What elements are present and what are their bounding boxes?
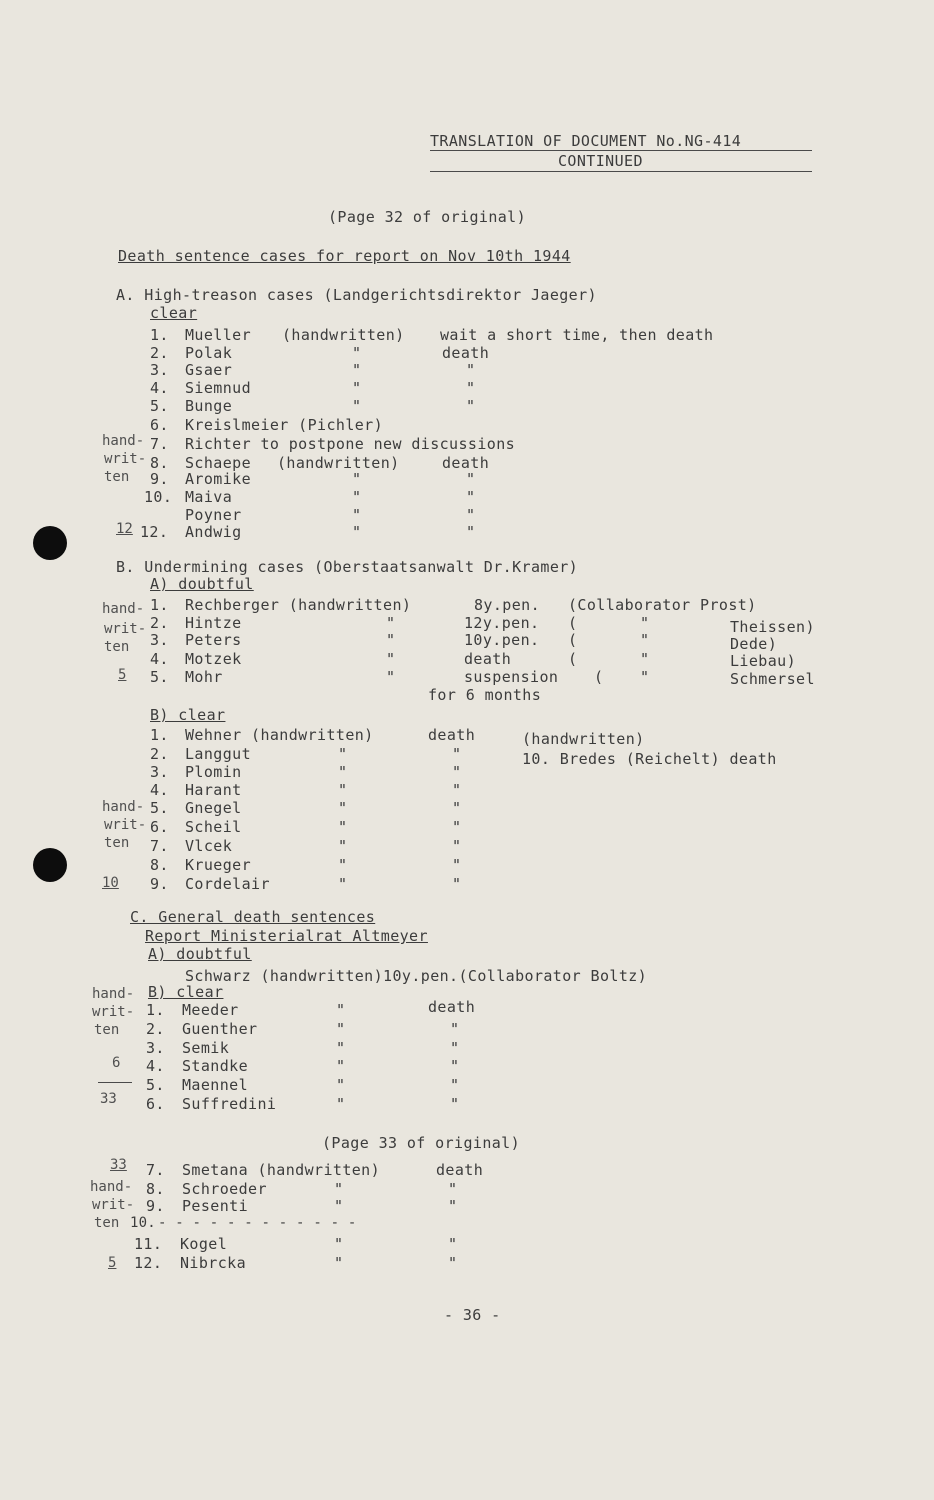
ditto-mark: "	[334, 1180, 344, 1198]
list-number: 3.	[150, 631, 169, 649]
list-number: 12.	[134, 1254, 163, 1272]
defendant-name: Bunge	[185, 397, 233, 415]
list-number: 1.	[146, 1001, 165, 1019]
result: death	[428, 726, 476, 744]
document-title: TRANSLATION OF DOCUMENT No.NG-414	[430, 132, 742, 150]
list-number: 1.	[150, 596, 169, 614]
ditto-mark: "	[466, 488, 476, 506]
defendant-name: Kreislmeier (Pichler)	[185, 416, 384, 434]
defendant-name: Meeder	[182, 1001, 239, 1019]
ditto-mark: "	[338, 763, 348, 781]
section-c-count: 6	[112, 1055, 121, 1071]
margin-handwritten-label: hand-	[102, 433, 145, 449]
list-number: 3.	[150, 763, 169, 781]
sentence: 12y.pen.	[464, 614, 540, 632]
defendant-name: Andwig	[185, 523, 242, 541]
ditto-mark: "	[466, 361, 476, 379]
list-number: 9.	[150, 470, 169, 488]
ditto-mark: "	[334, 1197, 344, 1215]
ditto-mark: "	[386, 631, 396, 649]
list-number: 10.	[144, 488, 173, 506]
ditto-mark: "	[352, 397, 362, 415]
ditto-mark: "	[386, 668, 396, 686]
list-number: 7.	[146, 1161, 165, 1179]
defendant-name: Standke	[182, 1057, 249, 1075]
ditto-mark: "	[336, 1020, 346, 1038]
ditto-mark: "	[352, 506, 362, 524]
list-number: 5.	[150, 668, 169, 686]
list-number: 7.	[150, 435, 169, 453]
list-number: 2.	[150, 745, 169, 763]
defendant-name: Guenther	[182, 1020, 258, 1038]
section-a-sub: clear	[150, 304, 198, 322]
ditto-mark: "	[640, 650, 650, 668]
section-b-sub-a: A) doubtful	[150, 575, 254, 593]
ditto-mark: "	[640, 614, 650, 632]
paren: (	[594, 668, 604, 686]
list-number: 3.	[150, 361, 169, 379]
margin-handwritten-label: ten	[104, 835, 130, 851]
ditto-mark: "	[466, 523, 476, 541]
list-number: 6.	[146, 1095, 165, 1113]
margin-handwritten-label: writ-	[104, 621, 147, 637]
defendant-name: Hintze	[185, 614, 242, 632]
list-number: 2.	[150, 614, 169, 632]
list-number: 4.	[146, 1057, 165, 1075]
section-a-heading: A. High-treason cases (Landgerichtsdirektor Jaeger)	[116, 286, 597, 304]
list-number: 5.	[146, 1076, 165, 1094]
section-b-doubtful-count: 5	[118, 667, 127, 683]
section-c-sub-b: B) clear	[148, 983, 224, 1001]
defendant-name: Schaepe	[185, 454, 252, 472]
ditto-mark: "	[352, 470, 362, 488]
suspension-note: for 6 months	[428, 686, 542, 704]
defendant-name: Langgut	[185, 745, 252, 763]
margin-handwritten-label: writ-	[92, 1197, 135, 1213]
ditto-mark: "	[338, 856, 348, 874]
ditto-mark: "	[338, 818, 348, 836]
margin-handwritten-label: writ-	[104, 451, 147, 467]
sentence: death	[464, 650, 512, 668]
section-b-sub-b: B) clear	[150, 706, 226, 724]
page-reference-33: (Page 33 of original)	[322, 1134, 521, 1152]
ditto-mark: "	[450, 1039, 460, 1057]
ditto-mark: "	[450, 1020, 460, 1038]
section-c-sub-a: A) doubtful	[148, 945, 252, 963]
defendant-name: Semik	[182, 1039, 230, 1057]
list-number: 6.	[150, 818, 169, 836]
ditto-mark: "	[338, 799, 348, 817]
collaborator: (Collaborator Prost)	[568, 596, 757, 614]
defendant-name: Smetana (handwritten)	[182, 1161, 381, 1179]
ditto-mark: "	[334, 1235, 344, 1253]
margin-handwritten-label: ten	[104, 639, 130, 655]
ditto-mark: "	[448, 1180, 458, 1198]
paren: (	[568, 631, 578, 649]
list-number: 8.	[150, 454, 169, 472]
result: death	[442, 344, 490, 362]
ditto-mark: "	[452, 818, 462, 836]
result: death	[436, 1161, 484, 1179]
ditto-mark: "	[452, 781, 462, 799]
binder-hole-top	[33, 526, 67, 560]
ditto-mark: "	[450, 1095, 460, 1113]
ditto-mark: "	[338, 745, 348, 763]
defendant-name: Polak	[185, 344, 233, 362]
ditto-mark: "	[640, 631, 650, 649]
ditto-mark: "	[338, 781, 348, 799]
result: death	[428, 998, 476, 1016]
list-number: 2.	[150, 344, 169, 362]
list-number: 9.	[146, 1197, 165, 1215]
margin-handwritten-label: hand-	[92, 986, 135, 1002]
list-number: 11.	[134, 1235, 163, 1253]
ditto-mark: "	[452, 837, 462, 855]
subtitle-underline	[430, 171, 812, 172]
defendant-name: Kogel	[180, 1235, 228, 1253]
result: wait a short time, then death	[440, 326, 714, 344]
ditto-mark: "	[352, 488, 362, 506]
ditto-mark: "	[450, 1076, 460, 1094]
list-number: 7.	[150, 837, 169, 855]
defendant-name: Cordelair	[185, 875, 270, 893]
list-number: 4.	[150, 650, 169, 668]
section-c-heading: C. General death sentences	[130, 908, 376, 926]
margin-handwritten-label: ten	[104, 469, 130, 485]
side-note-entry: 10. Bredes (Reichelt) death	[522, 750, 777, 768]
ditto-mark: "	[352, 379, 362, 397]
ditto-mark: "	[336, 1039, 346, 1057]
title-underline	[430, 150, 812, 151]
defendant-name: Vlcek	[185, 837, 233, 855]
collaborator: Liebau)	[730, 652, 797, 670]
defendant-name: Poyner	[185, 506, 242, 524]
list-number: 5.	[150, 799, 169, 817]
defendant-name: Aromike	[185, 470, 252, 488]
defendant-name: Peters	[185, 631, 242, 649]
list-number: 2.	[146, 1020, 165, 1038]
page-number: - 36 -	[444, 1306, 501, 1324]
ditto-mark: "	[352, 361, 362, 379]
ditto-mark: "	[336, 1076, 346, 1094]
ditto-mark: "	[450, 1057, 460, 1075]
defendant-name: Mueller	[185, 326, 252, 344]
result: death	[442, 454, 490, 472]
section-c-total: 33	[100, 1091, 117, 1107]
defendant-name: Pesenti	[182, 1197, 249, 1215]
defendant-name: Suffredini	[182, 1095, 277, 1113]
collaborator: Dede)	[730, 635, 778, 653]
total-rule	[98, 1082, 132, 1083]
ditto-mark: "	[466, 379, 476, 397]
section-c-schwarz: Schwarz (handwritten)10y.pen.(Collaborator Boltz)	[185, 967, 648, 985]
binder-hole-bottom	[33, 848, 67, 882]
margin-handwritten-label: hand-	[102, 799, 145, 815]
section-b-heading: B. Undermining cases (Oberstaatsanwalt Dr.Kramer)	[116, 558, 579, 576]
handwritten-note: (handwritten)	[282, 326, 405, 344]
list-number: 1.	[150, 326, 169, 344]
ditto-mark: "	[448, 1197, 458, 1215]
sentence: 8y.pen.	[474, 596, 541, 614]
paren: (	[568, 614, 578, 632]
defendant-name: Plomin	[185, 763, 242, 781]
margin-handwritten-label: ten	[94, 1022, 120, 1038]
list-number: 10.	[130, 1215, 156, 1231]
list-number: 1.	[150, 726, 169, 744]
sentence: suspension	[464, 668, 559, 686]
defendant-name: Motzek	[185, 650, 242, 668]
margin-handwritten-label: hand-	[90, 1179, 133, 1195]
report-title: Death sentence cases for report on Nov 10th 1944	[118, 247, 571, 265]
margin-handwritten-label: writ-	[92, 1004, 135, 1020]
margin-handwritten-label: ten	[94, 1215, 120, 1231]
ditto-mark: "	[452, 799, 462, 817]
defendant-name: Maennel	[182, 1076, 249, 1094]
defendant-name: Harant	[185, 781, 242, 799]
defendant-name: Richter to postpone new discussions	[185, 435, 516, 453]
ditto-mark: "	[338, 875, 348, 893]
defendant-name: Krueger	[185, 856, 252, 874]
sentence: 10y.pen.	[464, 631, 540, 649]
defendant-name: Scheil	[185, 818, 242, 836]
defendant-name: Nibrcka	[180, 1254, 247, 1272]
ditto-mark: "	[334, 1254, 344, 1272]
list-number: 8.	[146, 1180, 165, 1198]
ditto-mark: "	[352, 344, 362, 362]
list-number: 6.	[150, 416, 169, 434]
list-number: 3.	[146, 1039, 165, 1057]
collaborator: Schmersel	[730, 670, 815, 688]
ditto-mark: "	[352, 523, 362, 541]
ditto-mark: "	[448, 1235, 458, 1253]
ditto-mark: "	[338, 837, 348, 855]
list-number: 4.	[150, 781, 169, 799]
section-c-report: Report Ministerialrat Altmeyer	[145, 927, 428, 945]
list-number: 12.	[140, 523, 169, 541]
section-d-count: 5	[108, 1255, 117, 1271]
defendant-name: Gsaer	[185, 361, 233, 379]
ditto-mark: "	[336, 1057, 346, 1075]
margin-handwritten-label: writ-	[104, 817, 147, 833]
handwritten-note: (handwritten)	[277, 454, 400, 472]
section-a-count: 12	[116, 521, 133, 537]
ditto-mark: "	[466, 397, 476, 415]
defendant-name: Siemnud	[185, 379, 252, 397]
side-note-label: (handwritten)	[522, 730, 645, 748]
ditto-mark: "	[466, 470, 476, 488]
ditto-mark: "	[640, 668, 650, 686]
defendant-name: Schroeder	[182, 1180, 267, 1198]
document-subtitle: CONTINUED	[558, 152, 643, 170]
defendant-name: Maiva	[185, 488, 233, 506]
defendant-name: Wehner (handwritten)	[185, 726, 374, 744]
defendant-name: Gnegel	[185, 799, 242, 817]
paren: (	[568, 650, 578, 668]
section-b-clear-count: 10	[102, 875, 119, 891]
ditto-mark: "	[452, 856, 462, 874]
ditto-mark: "	[448, 1254, 458, 1272]
list-number: 4.	[150, 379, 169, 397]
ditto-mark: "	[452, 875, 462, 893]
ditto-mark: "	[386, 614, 396, 632]
ditto-mark: "	[452, 763, 462, 781]
ditto-mark: "	[336, 1001, 346, 1019]
collaborator: Theissen)	[730, 618, 815, 636]
ditto-mark: "	[386, 650, 396, 668]
margin-handwritten-label: hand-	[102, 601, 145, 617]
defendant-name: Mohr	[185, 668, 223, 686]
carry-count: 33	[110, 1157, 127, 1173]
ditto-mark: "	[466, 506, 476, 524]
page-reference-32: (Page 32 of original)	[328, 208, 527, 226]
dashed-struck-entry: - - - - - - - - - - - -	[158, 1215, 357, 1231]
defendant-name: Rechberger (handwritten)	[185, 596, 412, 614]
list-number: 9.	[150, 875, 169, 893]
ditto-mark: "	[452, 745, 462, 763]
list-number: 8.	[150, 856, 169, 874]
list-number: 5.	[150, 397, 169, 415]
ditto-mark: "	[336, 1095, 346, 1113]
